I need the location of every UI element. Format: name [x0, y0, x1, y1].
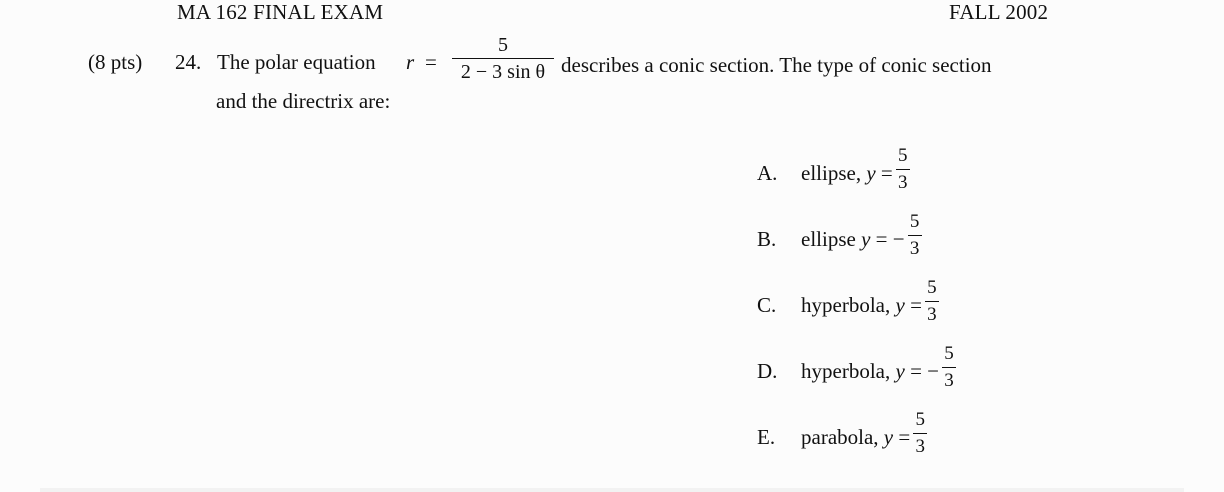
option-fraction-denominator: 3	[927, 304, 937, 326]
option-fraction	[896, 145, 910, 193]
answer-option-d	[757, 343, 1077, 399]
question-number: 24.	[175, 50, 202, 74]
question-equals: =	[425, 50, 437, 74]
option-equals: =	[875, 161, 893, 185]
option-description	[801, 293, 922, 317]
question-prefix: The polar equation	[217, 50, 376, 74]
answer-option-a	[757, 145, 1077, 201]
option-var-y: y	[883, 425, 894, 449]
option-letter: C.	[757, 293, 777, 317]
option-fraction-numerator: 5	[898, 145, 908, 166]
polar-fraction	[452, 34, 554, 83]
option-conic-type: ellipse	[801, 227, 862, 251]
option-equals: = −	[870, 227, 905, 251]
exam-title: MA 162 FINAL EXAM	[177, 0, 384, 24]
option-fraction-numerator: 5	[927, 277, 937, 298]
option-equals: =	[893, 425, 911, 449]
option-fraction-numerator: 5	[915, 409, 925, 430]
option-description	[801, 227, 905, 251]
option-fraction	[908, 211, 922, 259]
option-description	[801, 425, 910, 449]
option-var-y: y	[861, 227, 871, 251]
option-letter: D.	[757, 359, 778, 383]
option-letter: A.	[757, 161, 778, 185]
question-line2: and the directrix are:	[216, 89, 391, 113]
question-var-r: r	[406, 50, 415, 74]
option-var-y: y	[895, 359, 905, 383]
answer-option-c	[757, 277, 1077, 333]
option-fraction	[942, 343, 956, 391]
option-var-y: y	[895, 293, 905, 317]
answer-option-b	[757, 211, 1077, 267]
option-fraction-denominator: 3	[909, 238, 920, 260]
option-description	[801, 359, 939, 383]
option-fraction-numerator: 5	[909, 211, 920, 232]
option-fraction-numerator: 5	[944, 343, 954, 364]
fraction-bar	[896, 169, 910, 170]
polar-fraction-denominator: 2 − 3 sin θ	[460, 61, 546, 84]
option-letter: E.	[757, 425, 776, 449]
option-description	[801, 161, 893, 185]
option-conic-type: hyperbola,	[801, 293, 896, 317]
option-var-y: y	[866, 161, 876, 185]
option-equals: =	[904, 293, 922, 317]
option-fraction-denominator: 3	[915, 436, 925, 458]
fraction-bar	[925, 301, 939, 302]
fraction-bar	[452, 58, 554, 59]
option-letter: B.	[757, 227, 777, 251]
page-edge-shade	[40, 488, 1184, 492]
option-fraction-denominator: 3	[944, 370, 954, 392]
exam-term: FALL 2002	[949, 0, 1049, 24]
option-equals: = −	[904, 359, 939, 383]
option-conic-type: parabola,	[801, 425, 884, 449]
fraction-bar	[942, 367, 956, 368]
option-fraction	[925, 277, 939, 325]
polar-fraction-numerator: 5	[498, 34, 508, 56]
question-points: (8 pts)	[88, 50, 143, 74]
option-conic-type: hyperbola,	[801, 359, 896, 383]
option-fraction-denominator: 3	[898, 172, 908, 194]
option-conic-type: ellipse,	[801, 161, 867, 185]
fraction-bar	[913, 433, 927, 434]
question-suffix: describes a conic section. The type of conic section	[561, 53, 992, 77]
answer-option-e	[757, 409, 1077, 465]
fraction-bar	[908, 235, 922, 236]
option-fraction	[913, 409, 927, 457]
